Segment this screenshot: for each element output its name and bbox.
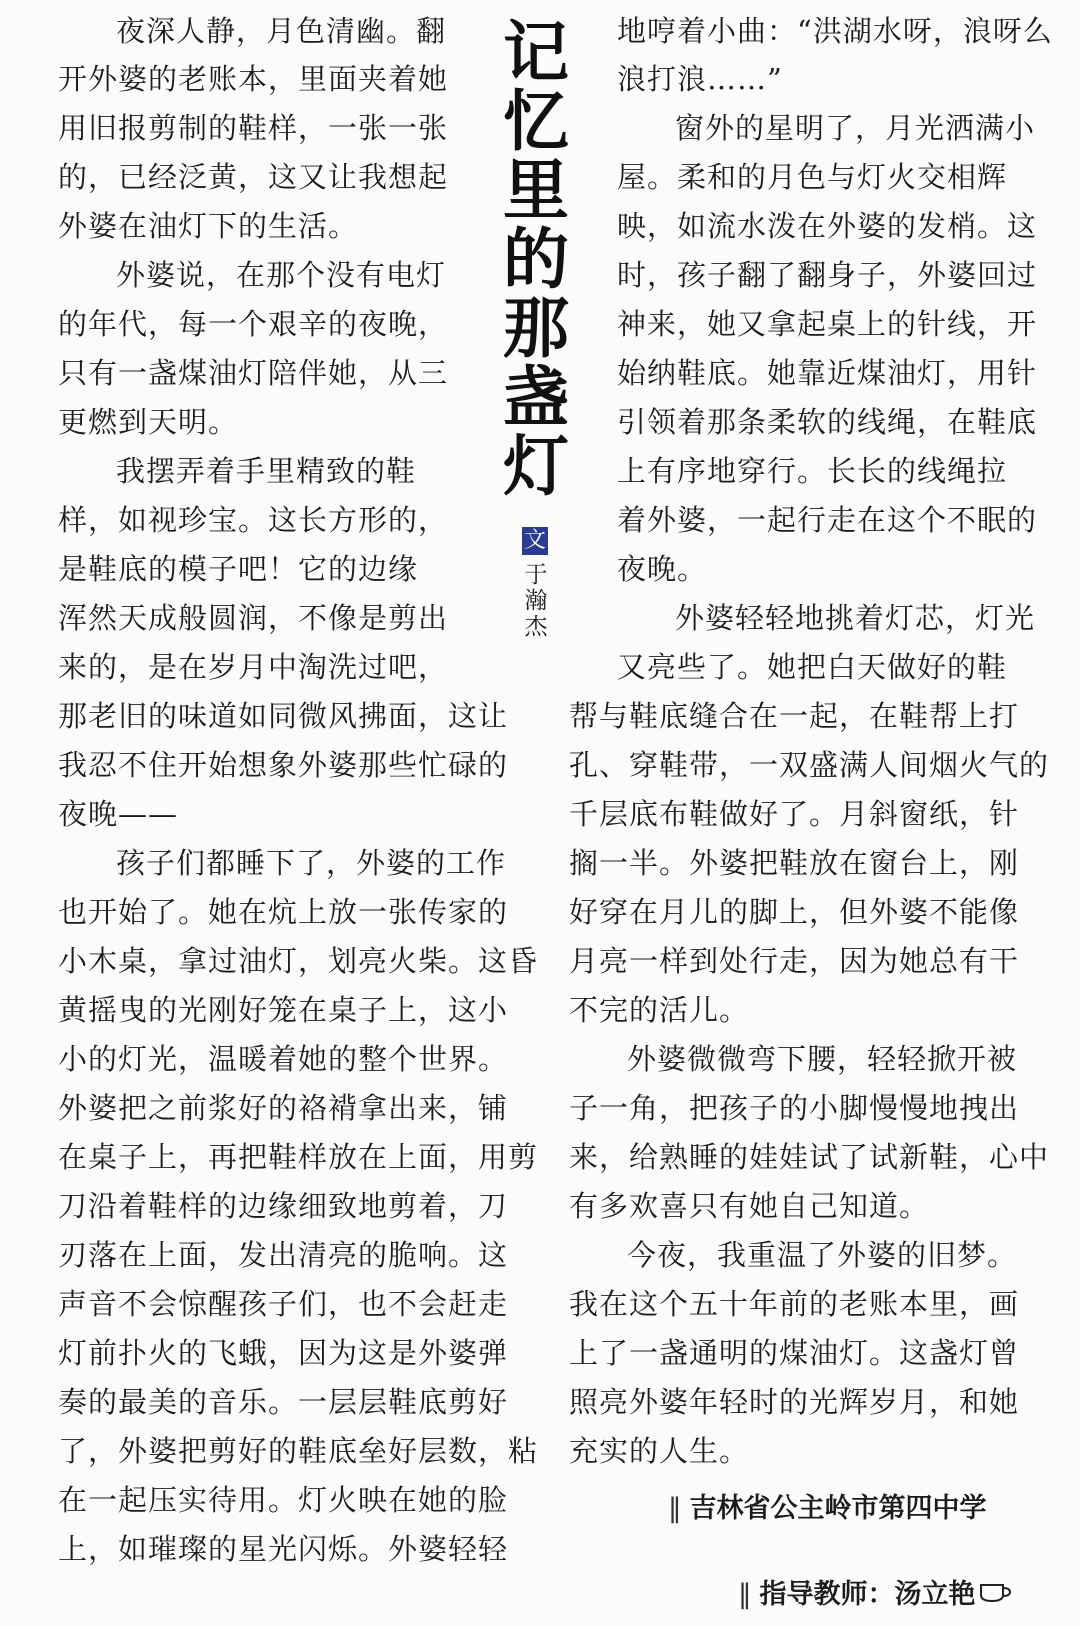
text-line: 是鞋底的模子吧！它的边缘 [58,552,419,586]
text-line: 着外婆，一起行走在这个不眠的 [617,503,1038,537]
text-line: 孔、穿鞋带，一双盛满人间烟火气的 [569,748,1050,782]
divider-bar: ‖ [738,1579,752,1610]
text-line: 在桌子上，再把鞋样放在上面，用剪 [58,1140,539,1174]
byline-badge: 文 [523,528,546,553]
title-char: 忆 [503,83,569,160]
text-line: 奏的最美的音乐。一层层鞋底剪好 [58,1385,509,1419]
text-line: 来的，是在岁月中淘洗过吧， [58,650,449,684]
text-line: 刀沿着鞋样的边缘细致地剪着，刀 [58,1189,509,1223]
text-line: 充实的人生。 [569,1434,750,1468]
text-line: 小木桌，拿过油灯，划亮火柴。这昏 [58,944,539,978]
text-line: 刃落在上面，发出清亮的脆响。这 [58,1238,509,1272]
title-char: 的 [503,221,569,298]
text-line: 窗外的星明了，月光洒满小 [675,111,1036,145]
title-char: 记 [503,14,569,91]
text-line: 更燃到天明。 [58,405,239,439]
text-line: 浑然天成般圆润，不像是剪出 [58,601,449,635]
text-line: 声音不会惊醒孩子们，也不会赶走 [58,1287,509,1321]
text-line: 孩子们都睡下了，外婆的工作 [116,846,507,880]
teacup-icon [978,1580,1012,1604]
text-line: 上，如璀璨的星光闪烁。外婆轻轻 [58,1532,509,1566]
text-line: 帮与鞋底缝合在一起，在鞋帮上打 [569,699,1020,733]
author-char: 于 [524,562,548,588]
text-line: 开外婆的老账本，里面夹着她 [58,62,449,96]
text-line: 时，孩子翻了翻身子，外婆回过 [617,258,1038,292]
author-char: 瀚 [524,588,548,614]
article-title [500,14,572,505]
text-line: 样，如视珍宝。这长方形的， [58,503,449,537]
text-line: 上了一盏通明的煤油灯。这盏灯曾 [569,1336,1020,1370]
text-line: 浪打浪……” [617,62,783,96]
text-line: 我在这个五十年前的老账本里，画 [569,1287,1020,1321]
text-line: 的，已经泛黄，这又让我想起 [58,160,449,194]
text-line: 也开始了。她在炕上放一张传家的 [58,895,509,929]
text-line: 那老旧的味道如同微风拂面，这让 [58,699,509,733]
text-line: 来，给熟睡的娃娃试了试新鞋，心中 [569,1140,1050,1174]
text-line: 子一角，把孩子的小脚慢慢地拽出 [569,1091,1020,1125]
text-line: 引领着那条柔软的线绳，在鞋底 [617,405,1038,439]
text-line: 我忍不住开始想象外婆那些忙碌的 [58,748,509,782]
text-line: 有多欢喜只有她自己知道。 [569,1189,930,1223]
text-line: 外婆微微弯下腰，轻轻掀开被 [627,1042,1018,1076]
title-char: 那 [503,290,569,367]
teacher-credit [738,1572,976,1611]
text-line: 映，如流水泼在外婆的发梢。这 [617,209,1038,243]
text-line: 外婆轻轻地挑着灯芯，灯光 [675,601,1036,635]
text-line: 在一起压实待用。灯火映在她的脸 [58,1483,509,1517]
text-line: 夜晚—— [58,797,179,831]
text-line: 外婆把之前浆好的袼褙拿出来，铺 [58,1091,509,1125]
text-line: 夜晚。 [617,552,708,586]
author-name [523,562,549,640]
title-char: 里 [503,152,569,229]
text-line: 不完的活儿。 [569,993,750,1027]
teacher-name: 指导教师：汤立艳 [759,1579,976,1610]
school-name: 吉林省公主岭市第四中学 [689,1493,987,1524]
text-line: 外婆在油灯下的生活。 [58,209,359,243]
text-line: 好穿在月儿的脚上，但外婆不能像 [569,895,1020,929]
text-line: 千层底布鞋做好了。月斜窗纸，针 [569,797,1020,831]
text-line: 地哼着小曲：“洪湖水呀，浪呀么 [617,14,1053,48]
title-char: 灯 [503,428,569,505]
text-line: 了，外婆把剪好的鞋底垒好层数，粘 [58,1434,539,1468]
text-line: 只有一盏煤油灯陪伴她，从三 [58,356,449,390]
text-line: 的年代，每一个艰辛的夜晚， [58,307,449,341]
divider-bar: ‖ [668,1493,682,1524]
text-line: 屋。柔和的月色与灯火交相辉 [617,160,1008,194]
text-line: 小的灯光，温暖着她的整个世界。 [58,1042,509,1076]
title-char: 盏 [503,359,569,436]
school-credit [668,1486,987,1525]
text-line: 照亮外婆年轻时的光辉岁月，和她 [569,1385,1020,1419]
text-line: 夜深人静，月色清幽。翻 [116,14,447,48]
text-line: 又亮些了。她把白天做好的鞋 [617,650,1008,684]
text-line: 黄摇曳的光刚好笼在桌子上，这小 [58,993,509,1027]
text-line: 搁一半。外婆把鞋放在窗台上，刚 [569,846,1020,880]
text-line: 神来，她又拿起桌上的针线，开 [617,307,1038,341]
author-char: 杰 [524,614,548,640]
text-line: 用旧报剪制的鞋样，一张一张 [58,111,449,145]
text-line: 我摆弄着手里精致的鞋 [116,454,417,488]
text-line: 月亮一样到处行走，因为她总有干 [569,944,1020,978]
text-line: 上有序地穿行。长长的线绳拉 [617,454,1008,488]
text-line: 今夜，我重温了外婆的旧梦。 [627,1238,1018,1272]
text-line: 灯前扑火的飞蛾，因为这是外婆弹 [58,1336,509,1370]
text-line: 外婆说，在那个没有电灯 [116,258,447,292]
text-line: 始纳鞋底。她靠近煤油灯，用针 [617,356,1038,390]
